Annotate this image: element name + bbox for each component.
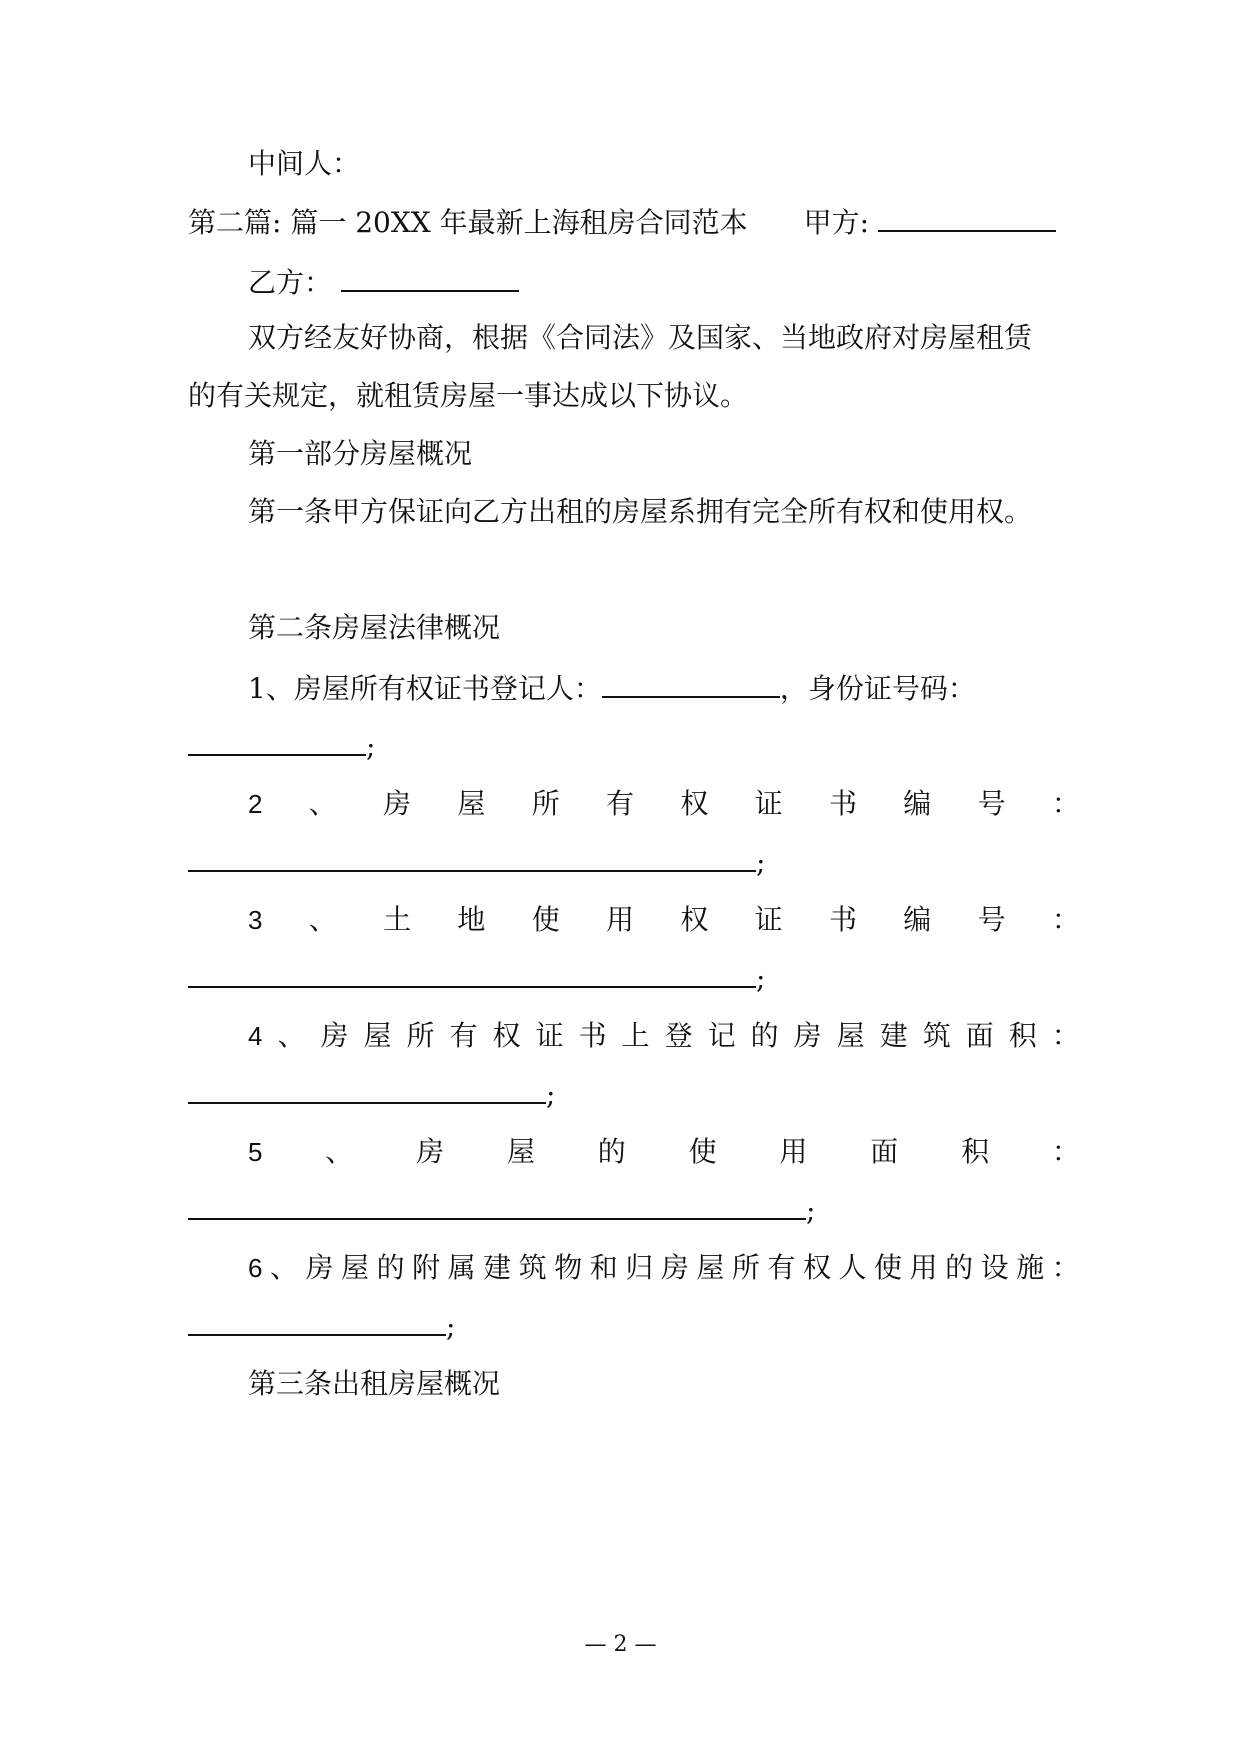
semicolon: ; <box>756 846 766 879</box>
id-number-label: ，身份证号码： <box>779 672 976 705</box>
item2-continuation <box>188 842 1080 883</box>
spread-char: 和 <box>589 1251 618 1284</box>
intermediary-line <box>188 144 1080 184</box>
item4-line <box>188 1016 1080 1056</box>
spread-char: 用 <box>909 1251 938 1284</box>
part1-title-text: 第一部分房屋概况 <box>248 437 473 470</box>
party-b-label: 乙方： <box>248 266 333 299</box>
spread-char: 有 <box>449 1019 478 1052</box>
spread-char: 屋 <box>363 1019 392 1052</box>
spread-char: 的 <box>945 1251 974 1284</box>
spread-char: 使 <box>874 1251 903 1284</box>
spread-char: 记 <box>707 1019 736 1052</box>
spread-char: 积 <box>961 1135 990 1168</box>
spread-char: 施 <box>1016 1251 1045 1284</box>
spread-char: 证 <box>754 787 783 820</box>
facilities-blank[interactable] <box>188 1306 446 1336</box>
spread-char: 、 <box>308 903 337 936</box>
building-area-blank[interactable] <box>188 1074 546 1104</box>
intro-text-1: 双方经友好协商，根据《合同法》及国家、当地政府对房屋租赁 <box>248 321 1033 354</box>
spread-char: 建 <box>879 1019 908 1052</box>
spread-char: 房 <box>320 1019 349 1052</box>
spread-char: 号 <box>977 787 1006 820</box>
spread-char: 、 <box>269 1251 298 1284</box>
spread-char: 物 <box>554 1251 583 1284</box>
party-b-line <box>188 262 1080 303</box>
party-a-label: 甲方: <box>803 206 870 239</box>
spread-char: 权 <box>680 787 709 820</box>
spread-char: 5 <box>248 1137 263 1167</box>
item3-continuation <box>188 958 1080 999</box>
spread-char: 、 <box>277 1019 306 1052</box>
spread-char: 6 <box>248 1253 263 1283</box>
article2-title-text: 第二条房屋法律概况 <box>248 611 501 644</box>
article2-title <box>188 608 1080 648</box>
spread-char: 面 <box>965 1019 994 1052</box>
spread-char: 面 <box>870 1135 899 1168</box>
spread-char: ： <box>1051 787 1080 820</box>
spread-char: 所 <box>731 1251 760 1284</box>
item5-line <box>188 1132 1080 1172</box>
usable-area-blank[interactable] <box>188 1190 806 1220</box>
spread-char: 4 <box>248 1021 263 1051</box>
spread-char: 有 <box>767 1251 796 1284</box>
spread-char: 证 <box>535 1019 564 1052</box>
spread-char: 房 <box>793 1019 822 1052</box>
spread-char: 屋 <box>696 1251 725 1284</box>
spread-char: 归 <box>625 1251 654 1284</box>
spread-char: 属 <box>447 1251 476 1284</box>
semicolon: ; <box>446 1310 456 1343</box>
article1-line <box>188 492 1080 532</box>
party-a-blank[interactable] <box>878 202 1056 232</box>
article3-title-text: 第三条出租房屋概况 <box>248 1367 501 1400</box>
spread-char: 附 <box>412 1251 441 1284</box>
spread-char: 用 <box>606 903 635 936</box>
spread-char: 登 <box>664 1019 693 1052</box>
spread-char: 屋 <box>506 1135 535 1168</box>
spread-char: 编 <box>903 787 932 820</box>
spread-char: 使 <box>688 1135 717 1168</box>
item6-line <box>188 1248 1080 1288</box>
item3-line <box>188 900 1080 940</box>
item6-continuation <box>188 1306 1080 1347</box>
semicolon: ; <box>546 1078 556 1111</box>
spread-char: 筑 <box>518 1251 547 1284</box>
semicolon: ; <box>806 1194 816 1227</box>
item5-continuation <box>188 1190 1080 1231</box>
spread-char: 编 <box>903 903 932 936</box>
land-cert-number-blank[interactable] <box>188 958 756 988</box>
spread-char: 人 <box>838 1251 867 1284</box>
article1-text: 第一条甲方保证向乙方出租的房屋系拥有完全所有权和使用权。 <box>248 495 1033 528</box>
spread-char: 使 <box>531 903 560 936</box>
party-b-blank[interactable] <box>341 262 519 292</box>
spread-char: 的 <box>376 1251 405 1284</box>
section-heading: 第二篇: 篇一 20XX 年最新上海租房合同范本 <box>188 206 748 239</box>
item2-line <box>188 784 1080 824</box>
spread-char: 筑 <box>922 1019 951 1052</box>
spread-char: 房 <box>383 787 412 820</box>
spread-char: 、 <box>308 787 337 820</box>
spread-char: 书 <box>578 1019 607 1052</box>
spread-char: 上 <box>621 1019 650 1052</box>
registrant-blank[interactable] <box>602 668 780 698</box>
spread-char: 证 <box>754 903 783 936</box>
spread-char: 房 <box>305 1251 334 1284</box>
spread-char: 地 <box>457 903 486 936</box>
spread-char: 权 <box>680 903 709 936</box>
spread-char: 权 <box>802 1251 831 1284</box>
spread-char: ： <box>1051 1019 1080 1052</box>
item4-continuation <box>188 1074 1080 1115</box>
semicolon: ; <box>756 962 766 995</box>
part1-title <box>188 434 1080 474</box>
spread-char: 2 <box>248 789 263 819</box>
intermediary-label: 中间人： <box>248 147 361 180</box>
ownership-cert-number-blank[interactable] <box>188 842 756 872</box>
page-number: — 2 — <box>584 1632 657 1657</box>
item1-continuation <box>188 726 1080 767</box>
spread-char: 的 <box>597 1135 626 1168</box>
id-number-blank[interactable] <box>188 726 366 756</box>
spread-char: 设 <box>980 1251 1009 1284</box>
spread-char: 、 <box>325 1135 354 1168</box>
spread-char: 房 <box>416 1135 445 1168</box>
intro-text-2: 的有关规定，就租赁房屋一事达成以下协议。 <box>188 379 749 412</box>
spread-char: 所 <box>531 787 560 820</box>
item1-label: 1、房屋所有权证书登记人： <box>248 672 602 705</box>
spread-char: 屋 <box>457 787 486 820</box>
spread-char: 屋 <box>341 1251 370 1284</box>
spread-char: 3 <box>248 905 263 935</box>
spread-char: 积 <box>1008 1019 1037 1052</box>
spread-char: 所 <box>406 1019 435 1052</box>
spread-char: 屋 <box>836 1019 865 1052</box>
intro-line-1 <box>188 318 1080 358</box>
spread-char: 有 <box>606 787 635 820</box>
spread-char: 土 <box>383 903 412 936</box>
article3-title <box>188 1364 1080 1404</box>
spread-char: 号 <box>977 903 1006 936</box>
intro-line-2 <box>188 376 1080 416</box>
spread-char: 权 <box>492 1019 521 1052</box>
semicolon: ; <box>366 730 376 763</box>
spread-char: 房 <box>660 1251 689 1284</box>
spread-char: 书 <box>828 787 857 820</box>
heading-line <box>188 202 1080 243</box>
item1-line <box>188 668 1080 709</box>
spread-char: ： <box>1051 1135 1080 1168</box>
spread-char: 建 <box>483 1251 512 1284</box>
spread-char: 的 <box>750 1019 779 1052</box>
spread-char: 书 <box>828 903 857 936</box>
spread-char: 用 <box>779 1135 808 1168</box>
spread-char: ： <box>1051 903 1080 936</box>
spread-char: ： <box>1051 1251 1080 1284</box>
